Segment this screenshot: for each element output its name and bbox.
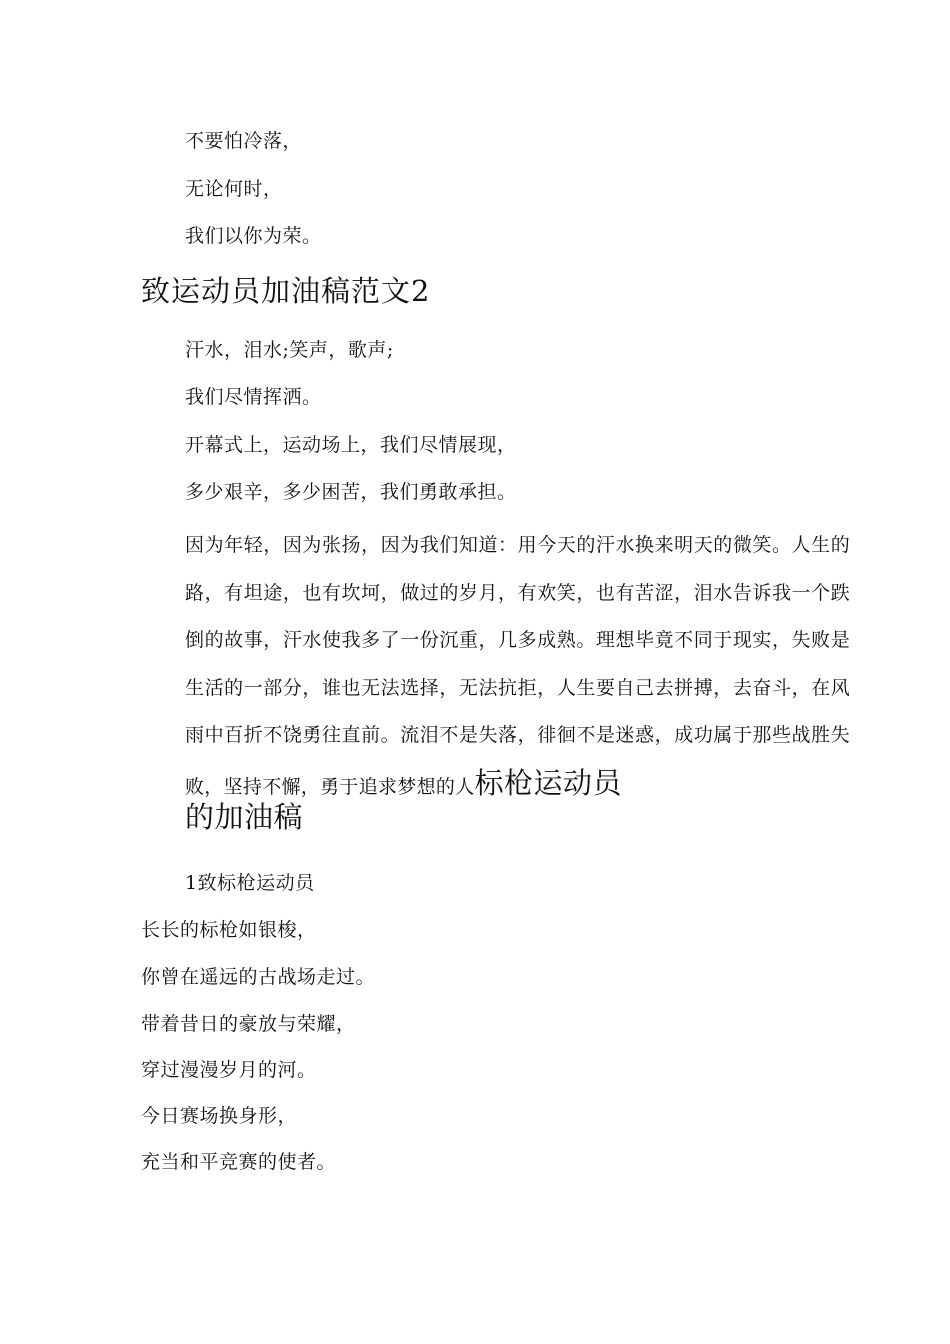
paragraph-line: 生的路，有坦途，也有坎坷，做过的岁月，有欢笑，也有苦涩，泪水告诉 bbox=[185, 534, 850, 604]
poem-line: 不要怕冷落， bbox=[185, 130, 303, 152]
poem-line: 穿过漫漫岁月的河。 bbox=[141, 1059, 317, 1081]
paragraph-line: 成功属于那些战胜失败，坚持不懈，勇于追求梦想的人 bbox=[185, 724, 850, 798]
stanza-line: 汗水，泪水;笑声，歌声; bbox=[185, 339, 394, 361]
section-heading: 致运动员加油稿范文2 bbox=[141, 274, 431, 308]
body-paragraph bbox=[185, 522, 850, 811]
paragraph-line: 我一个跌倒的故事，汗水使我多了一份沉重，几多成熟。理想毕竟不同于 bbox=[185, 581, 850, 651]
subheading: 1致标枪运动员 bbox=[185, 872, 315, 894]
stanza-line: 多少艰辛，多少困苦，我们勇敢承担。 bbox=[185, 481, 517, 503]
poem-line: 充当和平竞赛的使者。 bbox=[141, 1151, 337, 1173]
stanza-line: 我们尽情挥洒。 bbox=[185, 386, 322, 408]
poem-line: 长长的标枪如银梭， bbox=[141, 919, 317, 941]
poem-line: 今日赛场换身形， bbox=[141, 1105, 298, 1127]
stanza-line: 开幕式上，运动场上，我们尽情展现， bbox=[185, 434, 517, 456]
inline-title: 标枪运动员 bbox=[474, 765, 623, 800]
poem-line: 你曾在遥远的古战场走过。 bbox=[141, 966, 376, 988]
poem-line: 带着昔日的豪放与荣耀， bbox=[141, 1013, 356, 1035]
title-continuation: 的加油稿 bbox=[185, 800, 304, 834]
paragraph-line: 因为年轻，因为张扬，因为我们知道：用今天的汗水换来明天的微笑。人 bbox=[185, 534, 812, 556]
paragraph-line: 搏，去奋斗，在风雨中百折不饶勇往直前。流泪不是失落，徘徊不是迷惑， bbox=[185, 676, 850, 746]
poem-line: 我们以你为荣。 bbox=[185, 225, 322, 247]
poem-line: 无论何时， bbox=[185, 178, 283, 200]
paragraph-line: 现实，失败是生活的一部分，谁也无法选择，无法抗拒，人生要自己去拼 bbox=[185, 629, 850, 699]
